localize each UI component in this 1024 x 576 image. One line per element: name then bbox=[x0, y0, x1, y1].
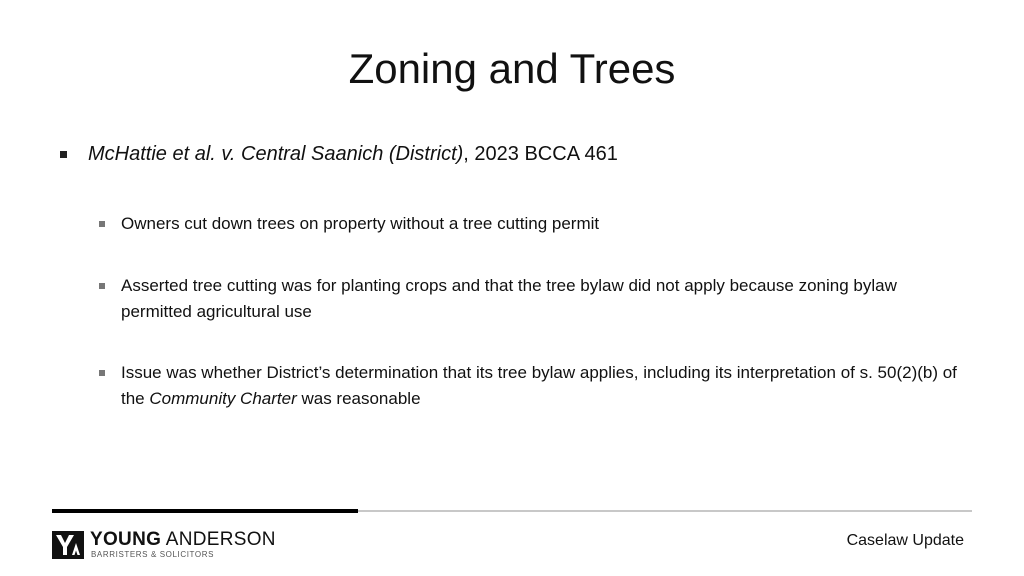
square-bullet-icon bbox=[99, 221, 105, 227]
square-bullet-icon bbox=[60, 151, 67, 158]
footer-label: Caselaw Update bbox=[846, 532, 964, 549]
sub-bullet-text-before: Issue was whether District’s determination that its tree bylaw applies, including its interpretation of s. 50(2)(b) of the bbox=[121, 363, 957, 408]
square-bullet-icon bbox=[99, 283, 105, 289]
firm-name-bold: YOUNG bbox=[90, 529, 162, 550]
statute-name: Community Charter bbox=[149, 389, 297, 408]
case-name: McHattie et al. v. Central Saanich (District) bbox=[88, 143, 464, 165]
firm-tagline: BARRISTERS & SOLICITORS bbox=[91, 550, 215, 559]
ya-monogram-icon bbox=[52, 531, 84, 559]
case-citation-line bbox=[88, 140, 618, 168]
footer-accent-bar bbox=[52, 509, 358, 513]
sub-bullet-text: Asserted tree cutting was for planting crops and that the tree bylaw did not apply because zoning bylaw permitted agricultural use bbox=[121, 276, 897, 321]
sub-bullet-text bbox=[121, 360, 969, 412]
sub-bullet-text: Owners cut down trees on property without a tree cutting permit bbox=[121, 214, 600, 233]
firm-logo bbox=[52, 531, 292, 563]
firm-name-light: ANDERSON bbox=[161, 529, 276, 550]
firm-name bbox=[90, 529, 276, 551]
slide-title: Zoning and Trees bbox=[348, 45, 676, 92]
ya-monogram-svg bbox=[52, 531, 84, 559]
square-bullet-icon bbox=[99, 370, 105, 376]
case-separator: , bbox=[463, 143, 469, 165]
sub-bullet-text-after: was reasonable bbox=[296, 389, 421, 408]
case-citation: 2023 BCCA 461 bbox=[468, 143, 618, 165]
